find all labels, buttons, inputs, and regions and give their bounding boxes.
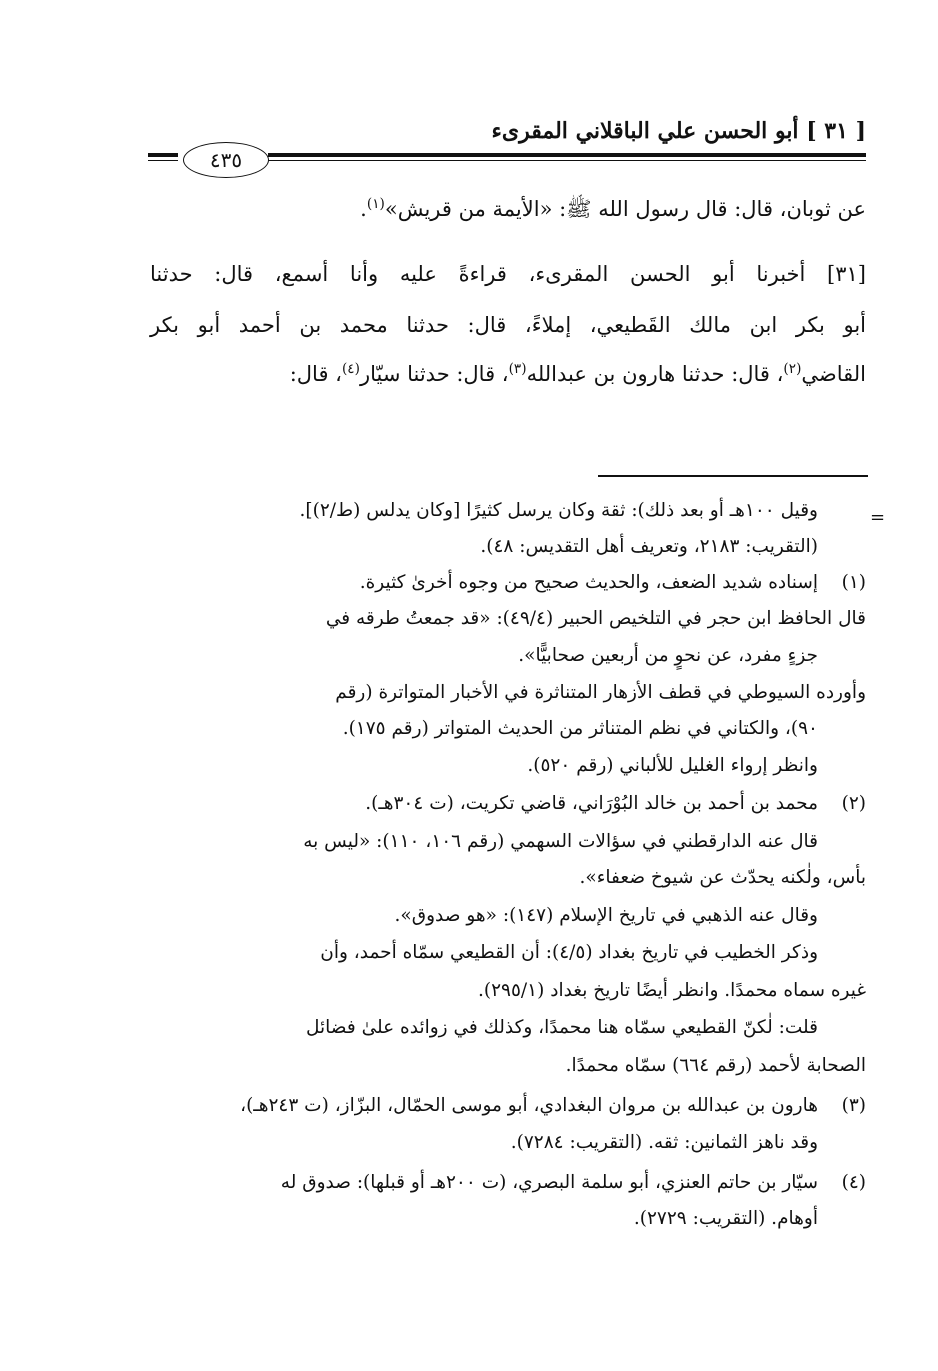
footnote-ref-2: (٢) <box>783 361 802 377</box>
footnote-number-1: (١) <box>841 572 866 593</box>
footnote-number-3: (٣) <box>841 1095 866 1116</box>
footnote-line: هارون بن عبدالله بن مروان البغدادي، أبو موسى الحمّال، البزّاز، (ت ٢٤٣هـ)، <box>240 1095 818 1116</box>
footnote-line: (التقريب: ٢١٨٣، وتعريف أهل التقديس: ٤٨). <box>480 536 818 557</box>
footnote-ref-3: (٣) <box>508 361 527 377</box>
footnote-line: وانظر إرواء الغليل للألباني (رقم ٥٢٠). <box>527 755 818 776</box>
footnote-line: وذكر الخطيب في تاريخ بغداد (٤/٥): أن القطيعي سمّاه أحمد، وأن <box>320 942 818 963</box>
footnote-line: إسناده شديد الضعف، والحديث صحيح من وجوه أخرىٰ كثيرة. <box>359 572 818 593</box>
footnote-line: بأس، ولٰكنه يحدّث عن شيوخ ضعفاء». <box>579 867 866 888</box>
footnote-line: وقيل ١٠٠هـ أو بعد ذلك): ثقة وكان يرسل كثيرًا [وكان يدلس (ط/٢)]. <box>299 500 818 521</box>
main-text-span: عن ثوبان، قال: قال رسول الله ﷺ: «الأيمة من قريش» <box>384 197 866 221</box>
footnote-ref-1: (١) <box>366 196 385 212</box>
footnote-number-2: (٢) <box>841 793 866 814</box>
footnote-line: أوهام. (التقريب: ٢٧٢٩). <box>633 1208 818 1229</box>
footnote-line: قال الحافظ ابن حجر في التلخيص الحبير (٤٩/٤): «قد جمعتُ طرقه في <box>325 608 866 629</box>
main-text-span: ، قال: <box>289 362 342 386</box>
header-rule-thin <box>268 160 866 161</box>
main-text-span: القاضي <box>801 362 866 386</box>
footnote-line: سيّار بن حاتم العنزي، أبو سلمة البصري، (ت ٢٠٠هـ أو قبلها): صدوق له <box>280 1172 818 1193</box>
main-text-line-1 <box>360 196 866 227</box>
header-rule-thick <box>268 153 866 157</box>
page-number: ٤٣٥ <box>209 148 243 172</box>
footnote-line: الصحابة لأحمد (رقم ٦٦٤) سمّاه محمدًا. <box>565 1055 866 1076</box>
running-header-title: [ ٣١ ] أبو الحسن علي الباقلاني المقرىء <box>491 118 866 144</box>
footnote-line: غيره سماه محمدًا. وانظر أيضًا تاريخ بغداد (٢٩٥/١). <box>478 980 866 1001</box>
main-text-span: ، قال: حدثنا هارون بن عبدالله <box>526 362 784 386</box>
main-text-span: ، قال: حدثنا سيّار <box>359 362 509 386</box>
footnote-line: محمد بن أحمد بن خالد البُوْرَاني، قاضي تكريت، (ت ٣٠٤هـ). <box>365 793 818 814</box>
main-text-line-3: أبو بكر ابن مالك القَطيعي، إملاءً، قال: حدثنا محمد بن أحمد أبو بكر <box>150 313 866 337</box>
footnote-ref-4: (٤) <box>341 361 360 377</box>
page-number-badge <box>183 142 269 178</box>
footnote-line: وأورده السيوطي في قطف الأزهار المتناثرة في الأخبار المتواترة (رقم <box>335 682 866 703</box>
footnote-line: وقال عنه الذهبي في تاريخ الإسلام (١٤٧): «هو صدوق». <box>394 905 818 926</box>
footnote-line: جزءٍ مفرد، عن نحوٍ من أربعين صحابيًّا». <box>518 645 818 666</box>
footnote-line: قلت: لٰكنّ القطيعي سمّاه هنا محمدًا، وكذلك في زوائده علىٰ فضائل <box>306 1017 818 1038</box>
header-rule-short-thick <box>148 153 178 157</box>
footnote-separator <box>598 475 868 477</box>
header-rule-short-thin <box>148 160 178 161</box>
main-text-line-4 <box>290 362 866 386</box>
main-text-line-2: [٣١] أخبرنا أبو الحسن المقرىء، قراءةً عليه وأنا أسمع، قال: حدثنا <box>150 262 866 286</box>
footnote-line: قال عنه الدارقطني في سؤالات السهمي (رقم ١٠٦، ١١٠): «ليس به <box>303 831 818 852</box>
main-text-span: . <box>360 197 367 221</box>
footnote-line: ٩٠)، والكتاني في نظم المتناثر من الحديث المتواتر (رقم ١٧٥). <box>342 718 818 739</box>
footnote-line: وقد ناهز الثمانين: ثقه. (التقريب: ٧٢٨٤). <box>510 1132 818 1153</box>
footnote-number-4: (٤) <box>841 1172 866 1193</box>
footnote-continuation-mark: = <box>870 507 886 528</box>
